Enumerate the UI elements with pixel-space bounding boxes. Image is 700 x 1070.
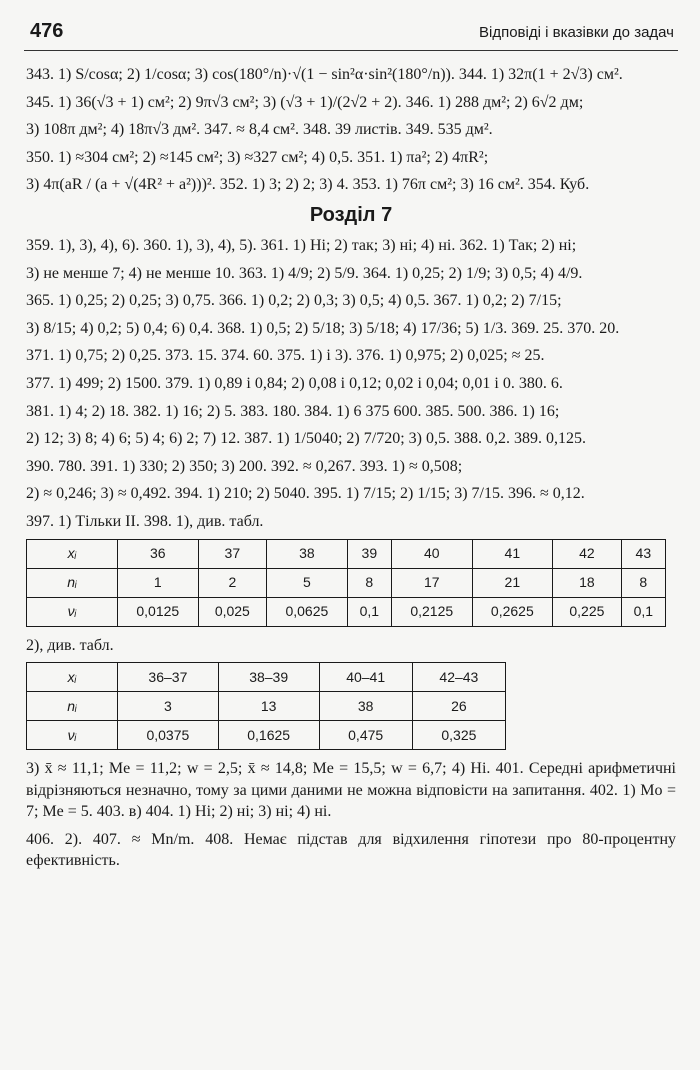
- answers-content: [26, 64, 676, 878]
- table-cell: 40: [391, 539, 472, 568]
- answer-line: 343. 1) S/cosα; 2) 1/cosα; 3) cos(180°/n)·√(1 − sin²α·sin²(180°/n)). 344. 1) 32π(1 + 2√3) см².: [26, 66, 623, 83]
- table-row: [27, 539, 666, 568]
- table-cell: 36–37: [118, 663, 219, 692]
- table-row: [27, 663, 506, 692]
- table-cell: 0,1625: [218, 721, 319, 750]
- table-cell: 39: [347, 539, 391, 568]
- answer-line: 377. 1) 499; 2) 1500. 379. 1) 0,89 і 0,84; 2) 0,08 і 0,12; 0,02 і 0,04; 0,01 і 0. 380. 6.: [26, 374, 563, 392]
- table-cell: 0,2125: [391, 597, 472, 626]
- table-row: [27, 597, 666, 626]
- answer-line: 359. 1), 3), 4), 6). 360. 1), 3), 4), 5). 361. 1) Ні; 2) так; 3) ні; 4) ні. 362. 1) Так; 2) ні;: [26, 236, 577, 254]
- section-title: Розділ 7: [309, 203, 393, 226]
- answer-line: 345. 1) 36(√3 + 1) см²; 2) 9π√3 см²; 3) (√3 + 1)/(2√2 + 2). 346. 1) 288 дм²; 2) 6√2 дм;: [26, 93, 584, 111]
- frequency-table-2: [26, 662, 506, 750]
- table-cell: 0,0125: [118, 597, 199, 626]
- table-cell: 42: [553, 539, 622, 568]
- table-cell: 36: [118, 539, 199, 568]
- table-cell: νᵢ: [27, 721, 118, 750]
- table-cell: 18: [553, 568, 622, 597]
- table-row: [27, 568, 666, 597]
- table-caption: 2), див. табл.: [26, 636, 114, 654]
- table-cell: 3: [118, 692, 219, 721]
- table-cell: 8: [621, 568, 665, 597]
- table-cell: 0,475: [319, 721, 412, 750]
- table-row: [27, 721, 506, 750]
- table-cell: 43: [621, 539, 665, 568]
- answer-line: 390. 780. 391. 1) 330; 2) 350; 3) 200. 392. ≈ 0,267. 393. 1) ≈ 0,508;: [26, 457, 463, 475]
- answer-line: 3) 8/15; 4) 0,2; 5) 0,4; 6) 0,4. 368. 1) 0,5; 2) 5/18; 3) 5/18; 4) 17/36; 5) 1/3. 369. 25. 370. 20.: [26, 319, 620, 337]
- table-cell: 1: [118, 568, 199, 597]
- table-cell: 38: [267, 539, 348, 568]
- answer-line: 406. 2). 407. ≈ Mn/m. 408. Немає підстав для відхилення гіпотези про 80-процентну ефективність.: [26, 830, 676, 870]
- table-cell: 2: [198, 568, 267, 597]
- table-cell: 5: [267, 568, 348, 597]
- table-cell: 13: [218, 692, 319, 721]
- table-cell: 17: [391, 568, 472, 597]
- answer-line: 371. 1) 0,75; 2) 0,25. 373. 15. 374. 60. 375. 1) і 3). 376. 1) 0,975; 2) 0,025; ≈ 25.: [26, 347, 545, 365]
- running-title: Відповіді і вказівки до задач: [479, 24, 674, 41]
- answer-line: 3) 108π дм²; 4) 18π√3 дм². 347. ≈ 8,4 см². 348. 39 листів. 349. 535 дм².: [26, 121, 493, 139]
- frequency-table-1: [26, 539, 666, 627]
- answer-line: 2) 12; 3) 8; 4) 6; 5) 4; 6) 2; 7) 12. 387. 1) 1/5040; 2) 7/720; 3) 0,5. 388. 0,2. 389. 0,125.: [26, 430, 586, 448]
- page-number: 476: [30, 20, 64, 42]
- answer-line: 2) ≈ 0,246; 3) ≈ 0,492. 394. 1) 210; 2) 5040. 395. 1) 7/15; 2) 1/15; 3) 7/15. 396. ≈ 0,12.: [26, 485, 585, 503]
- table-cell: 38–39: [218, 663, 319, 692]
- page-header: [24, 14, 678, 51]
- answer-line: 397. 1) Тільки II. 398. 1), див. табл.: [26, 512, 264, 530]
- table-cell: 42–43: [412, 663, 505, 692]
- table-cell: 0,0375: [118, 721, 219, 750]
- table-cell: 0,1: [347, 597, 391, 626]
- table-cell: 0,0625: [267, 597, 348, 626]
- table-cell: 0,025: [198, 597, 267, 626]
- table-cell: 38: [319, 692, 412, 721]
- table-cell: 8: [347, 568, 391, 597]
- table-cell: 41: [472, 539, 553, 568]
- answer-line: 365. 1) 0,25; 2) 0,25; 3) 0,75. 366. 1) 0,2; 2) 0,3; 3) 0,5; 4) 0,5. 367. 1) 0,2; 2) 7/15;: [26, 292, 562, 310]
- answer-line: 3) 4π(aR / (a + √(4R² + a²)))². 352. 1) 3; 2) 2; 3) 4. 353. 1) 76π см²; 3) 16 см². 354. Куб.: [26, 176, 590, 194]
- table-cell: xᵢ: [27, 539, 118, 568]
- table-cell: 37: [198, 539, 267, 568]
- table-cell: xᵢ: [27, 663, 118, 692]
- table-cell: 0,1: [621, 597, 665, 626]
- answer-line: 3) не менше 7; 4) не менше 10. 363. 1) 4/9; 2) 5/9. 364. 1) 0,25; 2) 1/9; 3) 0,5; 4) 4/9.: [26, 264, 583, 282]
- table-cell: 26: [412, 692, 505, 721]
- table-row: [27, 692, 506, 721]
- answer-line: 3) x̄ ≈ 11,1; Me = 11,2; w = 2,5; x̄ ≈ 14,8; Me = 15,5; w = 6,7; 4) Ні. 401. Середні арифметичні відрізняються незначно, тому за цими даними не можна відповісти на запитання. 402. 1) Mo = 7; Me = 5. 403. в) 404. 1) Ні; 2) ні; 3) ні; 4) ні.: [26, 760, 676, 821]
- table-cell: 21: [472, 568, 553, 597]
- answer-line: 350. 1) ≈304 см²; 2) ≈145 см²; 3) ≈327 см²; 4) 0,5. 351. 1) πa²; 2) 4πR²;: [26, 148, 489, 166]
- table-cell: 0,325: [412, 721, 505, 750]
- table-cell: nᵢ: [27, 692, 118, 721]
- table-cell: 0,225: [553, 597, 622, 626]
- table-cell: 40–41: [319, 663, 412, 692]
- answer-line: 381. 1) 4; 2) 18. 382. 1) 16; 2) 5. 383. 180. 384. 1) 6 375 600. 385. 500. 386. 1) 16;: [26, 402, 560, 420]
- table-cell: 0,2625: [472, 597, 553, 626]
- table-cell: νᵢ: [27, 597, 118, 626]
- table-cell: nᵢ: [27, 568, 118, 597]
